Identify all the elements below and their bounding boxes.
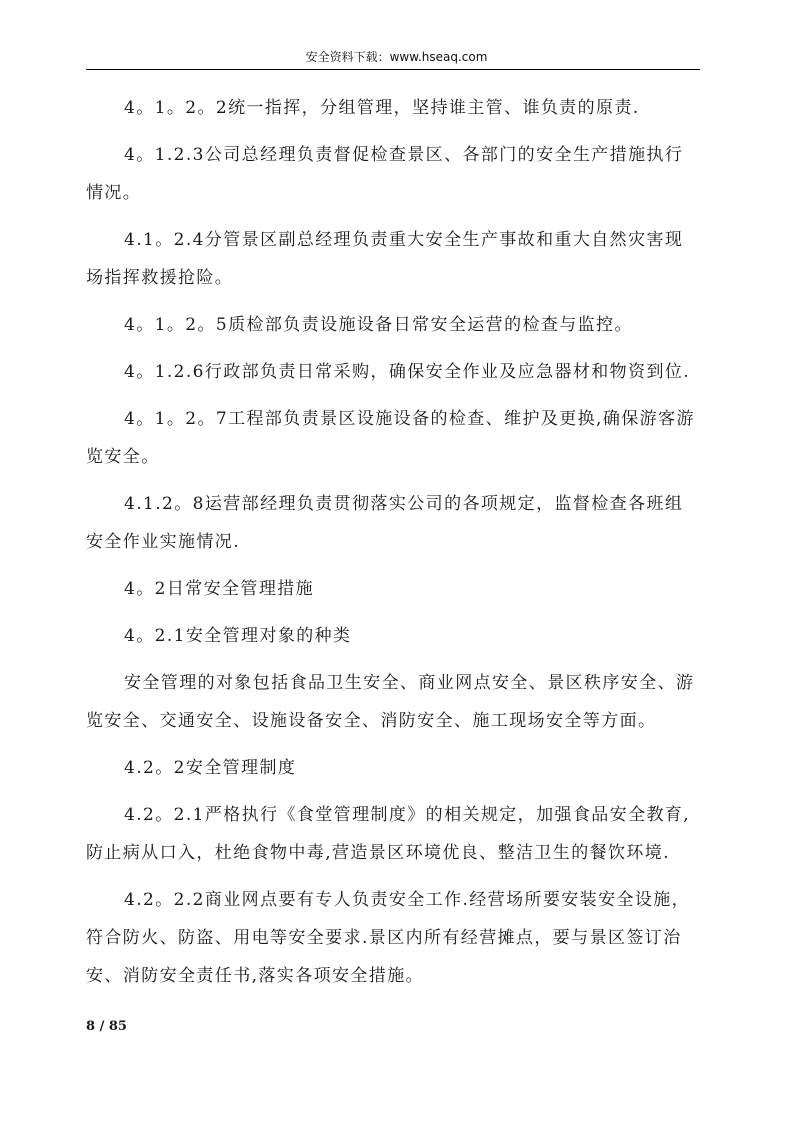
- paragraph-4-1-2-5: 4。1。2。5质检部负责设施设备日常安全运营的检查与监控。: [124, 315, 633, 335]
- paragraph-4-1-2-4: 4.1。2.4分管景区副总经理负责重大安全生产事故和重大自然灾害现场指挥救援抢险。: [86, 230, 684, 288]
- section-heading-4-2-2: 4.2。2安全管理制度: [124, 758, 297, 778]
- paragraph-management-objects: 安全管理的对象包括食品卫生安全、商业网点安全、景区秩序安全、游览安全、交通安全、设施设备安全、消防安全、施工现场安全等方面。: [86, 673, 695, 731]
- section-heading-4-2-1: 4。2.1安全管理对象的种类: [124, 626, 352, 646]
- header-divider: [86, 69, 700, 70]
- paragraph-4-1-2-8: 4.1.2。8运营部经理负责贯彻落实公司的各项规定，监督检查各班组安全作业实施情况.: [86, 494, 684, 552]
- paragraph-4-1-2-7: 4。1。2。7工程部负责景区设施设备的检查、维护及更换,确保游客游览安全。: [86, 409, 695, 467]
- paragraph-4-1-2-6: 4。1.2.6行政部负责日常采购，确保安全作业及应急器材和物资到位.: [124, 362, 691, 382]
- page-number: 8 / 85: [86, 1019, 127, 1034]
- paragraph-4-2-2-1: 4.2。2.1严格执行《食堂管理制度》的相关规定，加强食品安全教育,防止病从口入，杜绝食物中毒,营造景区环境优良、整洁卫生的餐饮环境.: [86, 805, 691, 863]
- paragraph-4-1-2-2: 4。1。2。2统一指挥，分组管理，坚持谁主管、谁负责的原责.: [124, 98, 640, 118]
- document-body: [86, 89, 700, 1004]
- page-header: 安全资料下载：www.hseaq.com: [305, 50, 488, 64]
- paragraph-4-2-2-2: 4.2。2.2商业网点要有专人负责安全工作.经营场所要安装安全设施，符合防火、防盗、用电等安全要求.景区内所有经营摊点，要与景区签订治安、消防安全责任书,落实各项安全措施。: [86, 890, 691, 986]
- paragraph-4-1-2-3: 4。1.2.3公司总经理负责督促检查景区、各部门的安全生产措施执行情况。: [86, 145, 684, 203]
- section-heading-4-2: 4。2日常安全管理措施: [124, 579, 315, 599]
